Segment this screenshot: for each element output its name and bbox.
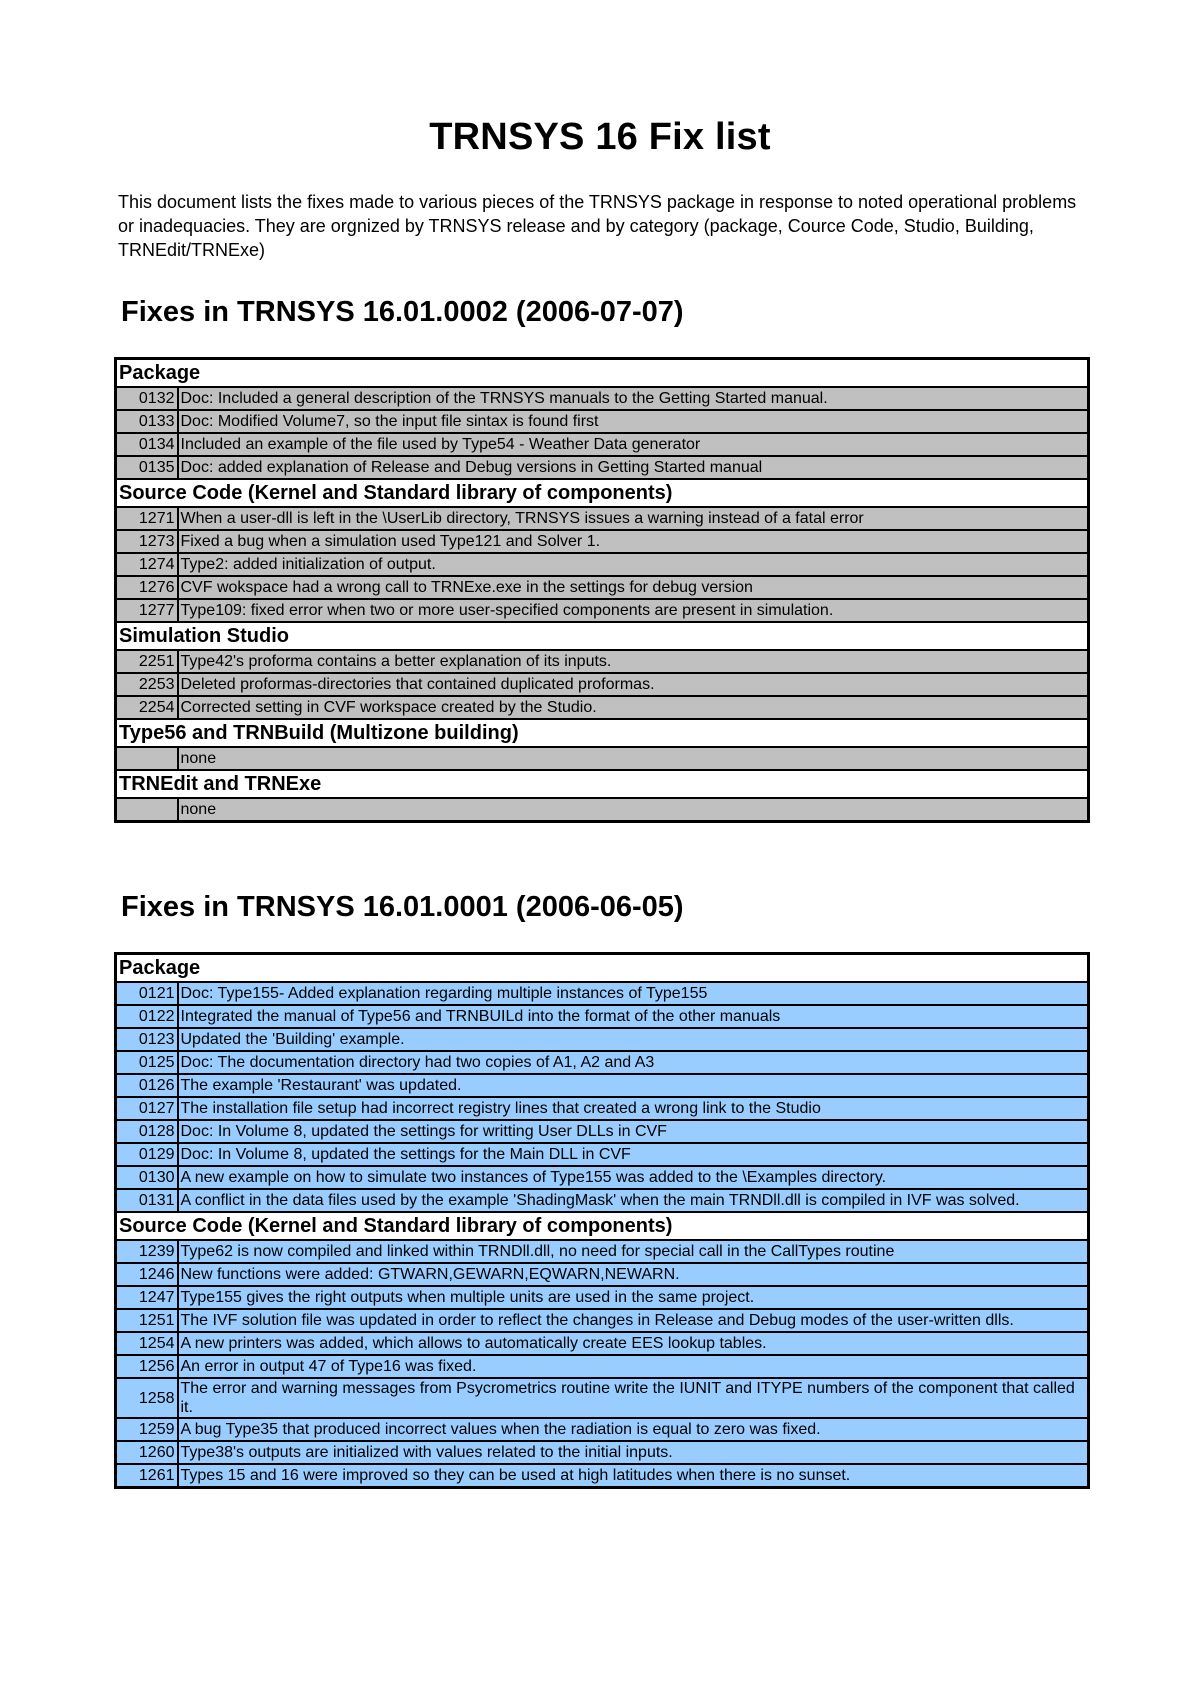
fix-number: 1259 <box>116 1418 178 1441</box>
fix-row <box>116 1240 1089 1263</box>
fix-description: Type155 gives the right outputs when multiple units are used in the same project. <box>178 1286 1089 1309</box>
fix-description: Doc: In Volume 8, updated the settings for the Main DLL in CVF <box>178 1143 1089 1166</box>
fix-row <box>116 1441 1089 1464</box>
fix-row <box>116 507 1089 530</box>
fix-row <box>116 1189 1089 1212</box>
fix-description: Type62 is now compiled and linked within TRNDll.dll, no need for special call in the CallTypes routine <box>178 1240 1089 1263</box>
fix-number: 0121 <box>116 982 178 1005</box>
fix-number: 1251 <box>116 1309 178 1332</box>
fix-row <box>116 1332 1089 1355</box>
category-name: Source Code (Kernel and Standard library of components) <box>116 1212 1089 1240</box>
fix-row <box>116 1464 1089 1488</box>
fix-description: Integrated the manual of Type56 and TRNBUILd into the format of the other manuals <box>178 1005 1089 1028</box>
fix-number: 0128 <box>116 1120 178 1143</box>
release-heading: Fixes in TRNSYS 16.01.0002 (2006-07-07) <box>121 296 684 328</box>
fix-number: 0122 <box>116 1005 178 1028</box>
fix-number: 1256 <box>116 1355 178 1378</box>
fix-row <box>116 1286 1089 1309</box>
fix-table-release-16-01-0002 <box>114 357 1090 823</box>
fix-number: 2253 <box>116 673 178 696</box>
fix-row <box>116 456 1089 479</box>
fix-description: Type109: fixed error when two or more user-specified components are present in simulation. <box>178 599 1089 622</box>
fix-description: Type42's proforma contains a better explanation of its inputs. <box>178 650 1089 673</box>
fix-number: 1258 <box>116 1378 178 1418</box>
fix-description: Doc: added explanation of Release and Debug versions in Getting Started manual <box>178 456 1089 479</box>
fix-number: 1276 <box>116 576 178 599</box>
fix-description: CVF wokspace had a wrong call to TRNExe.exe in the settings for debug version <box>178 576 1089 599</box>
fix-number: 0130 <box>116 1166 178 1189</box>
fix-row <box>116 1309 1089 1332</box>
fix-number: 0127 <box>116 1097 178 1120</box>
fix-description: Corrected setting in CVF workspace created by the Studio. <box>178 696 1089 719</box>
fix-description: When a user-dll is left in the \UserLib directory, TRNSYS issues a warning instead of a fatal error <box>178 507 1089 530</box>
category-name: Package <box>116 359 1089 388</box>
fix-row <box>116 1051 1089 1074</box>
fix-description: The error and warning messages from Psycrometrics routine write the IUNIT and ITYPE numbers of the component that called it. <box>178 1378 1089 1418</box>
category-name: Source Code (Kernel and Standard library of components) <box>116 479 1089 507</box>
fix-number: 2254 <box>116 696 178 719</box>
fix-row <box>116 1355 1089 1378</box>
fix-number: 1277 <box>116 599 178 622</box>
fix-number: 1247 <box>116 1286 178 1309</box>
category-name: Package <box>116 954 1089 983</box>
fix-row <box>116 1074 1089 1097</box>
fix-number <box>116 747 178 770</box>
document-title: TRNSYS 16 Fix list <box>429 116 771 158</box>
fix-description: Updated the 'Building' example. <box>178 1028 1089 1051</box>
fix-number: 1271 <box>116 507 178 530</box>
fix-row <box>116 599 1089 622</box>
fix-description: A bug Type35 that produced incorrect values when the radiation is equal to zero was fixed. <box>178 1418 1089 1441</box>
category-row <box>116 622 1089 650</box>
fix-number: 0125 <box>116 1051 178 1074</box>
fix-number: 1239 <box>116 1240 178 1263</box>
intro-paragraph: This document lists the fixes made to various pieces of the TRNSYS package in response to noted operational problems or inadequacies. They are orgnized by TRNSYS release and by category (package, Cource Code, Studio, Building, TRNEdit/TRNExe) <box>118 192 1077 260</box>
fix-number: 1254 <box>116 1332 178 1355</box>
fix-number: 2251 <box>116 650 178 673</box>
fix-row <box>116 387 1089 410</box>
fix-number: 1246 <box>116 1263 178 1286</box>
fix-description: New functions were added: GTWARN,GEWARN,EQWARN,NEWARN. <box>178 1263 1089 1286</box>
fix-description: The example 'Restaurant' was updated. <box>178 1074 1089 1097</box>
fix-row <box>116 982 1089 1005</box>
fix-description: Doc: Modified Volume7, so the input file sintax is found first <box>178 410 1089 433</box>
fix-description: Deleted proformas-directories that contained duplicated proformas. <box>178 673 1089 696</box>
fix-number: 0132 <box>116 387 178 410</box>
category-row <box>116 954 1089 983</box>
fix-description: Doc: In Volume 8, updated the settings for writting User DLLs in CVF <box>178 1120 1089 1143</box>
fix-description: Type2: added initialization of output. <box>178 553 1089 576</box>
fix-row <box>116 650 1089 673</box>
fix-row <box>116 1263 1089 1286</box>
fix-row <box>116 1166 1089 1189</box>
fix-row <box>116 530 1089 553</box>
fix-number: 0135 <box>116 456 178 479</box>
fix-number: 0131 <box>116 1189 178 1212</box>
fix-number: 0129 <box>116 1143 178 1166</box>
fix-description: none <box>178 798 1089 822</box>
fix-number: 0133 <box>116 410 178 433</box>
category-name: Type56 and TRNBuild (Multizone building) <box>116 719 1089 747</box>
fix-number: 1261 <box>116 1464 178 1488</box>
fix-description: Doc: Included a general description of the TRNSYS manuals to the Getting Started manual. <box>178 387 1089 410</box>
fix-description: A conflict in the data files used by the example 'ShadingMask' when the main TRNDll.dll is compiled in IVF was solved. <box>178 1189 1089 1212</box>
fix-description: none <box>178 747 1089 770</box>
fix-number: 0126 <box>116 1074 178 1097</box>
category-row <box>116 359 1089 388</box>
fix-row <box>116 696 1089 719</box>
fix-description: Doc: The documentation directory had two copies of A1, A2 and A3 <box>178 1051 1089 1074</box>
fix-row <box>116 673 1089 696</box>
release-heading: Fixes in TRNSYS 16.01.0001 (2006-06-05) <box>121 891 684 923</box>
category-row <box>116 770 1089 798</box>
fix-table-release-16-01-0001 <box>114 952 1090 1489</box>
category-name: Simulation Studio <box>116 622 1089 650</box>
fix-number: 1273 <box>116 530 178 553</box>
fix-row <box>116 747 1089 770</box>
fix-description: Included an example of the file used by Type54 - Weather Data generator <box>178 433 1089 456</box>
category-row <box>116 719 1089 747</box>
fix-row <box>116 433 1089 456</box>
category-row <box>116 479 1089 507</box>
fix-row <box>116 576 1089 599</box>
fix-number: 0123 <box>116 1028 178 1051</box>
fix-description: Type38's outputs are initialized with values related to the initial inputs. <box>178 1441 1089 1464</box>
fix-number <box>116 798 178 822</box>
fix-number: 1274 <box>116 553 178 576</box>
fix-description: A new printers was added, which allows to automatically create EES lookup tables. <box>178 1332 1089 1355</box>
fix-row <box>116 1005 1089 1028</box>
fix-description: The IVF solution file was updated in order to reflect the changes in Release and Debug modes of the user-written dlls. <box>178 1309 1089 1332</box>
fix-row <box>116 1120 1089 1143</box>
fix-row <box>116 1143 1089 1166</box>
fix-description: The installation file setup had incorrect registry lines that created a wrong link to the Studio <box>178 1097 1089 1120</box>
category-name: TRNEdit and TRNExe <box>116 770 1089 798</box>
fix-description: Fixed a bug when a simulation used Type121 and Solver 1. <box>178 530 1089 553</box>
fix-description: Types 15 and 16 were improved so they can be used at high latitudes when there is no sunset. <box>178 1464 1089 1488</box>
fix-description: Doc: Type155- Added explanation regarding multiple instances of Type155 <box>178 982 1089 1005</box>
fix-number: 0134 <box>116 433 178 456</box>
fix-row <box>116 553 1089 576</box>
fix-row <box>116 1097 1089 1120</box>
fix-description: An error in output 47 of Type16 was fixed. <box>178 1355 1089 1378</box>
fix-row <box>116 1418 1089 1441</box>
fix-row <box>116 1028 1089 1051</box>
fix-row <box>116 798 1089 822</box>
fix-number: 1260 <box>116 1441 178 1464</box>
fix-row <box>116 1378 1089 1418</box>
category-row <box>116 1212 1089 1240</box>
fix-row <box>116 410 1089 433</box>
fix-description: A new example on how to simulate two instances of Type155 was added to the \Examples directory. <box>178 1166 1089 1189</box>
